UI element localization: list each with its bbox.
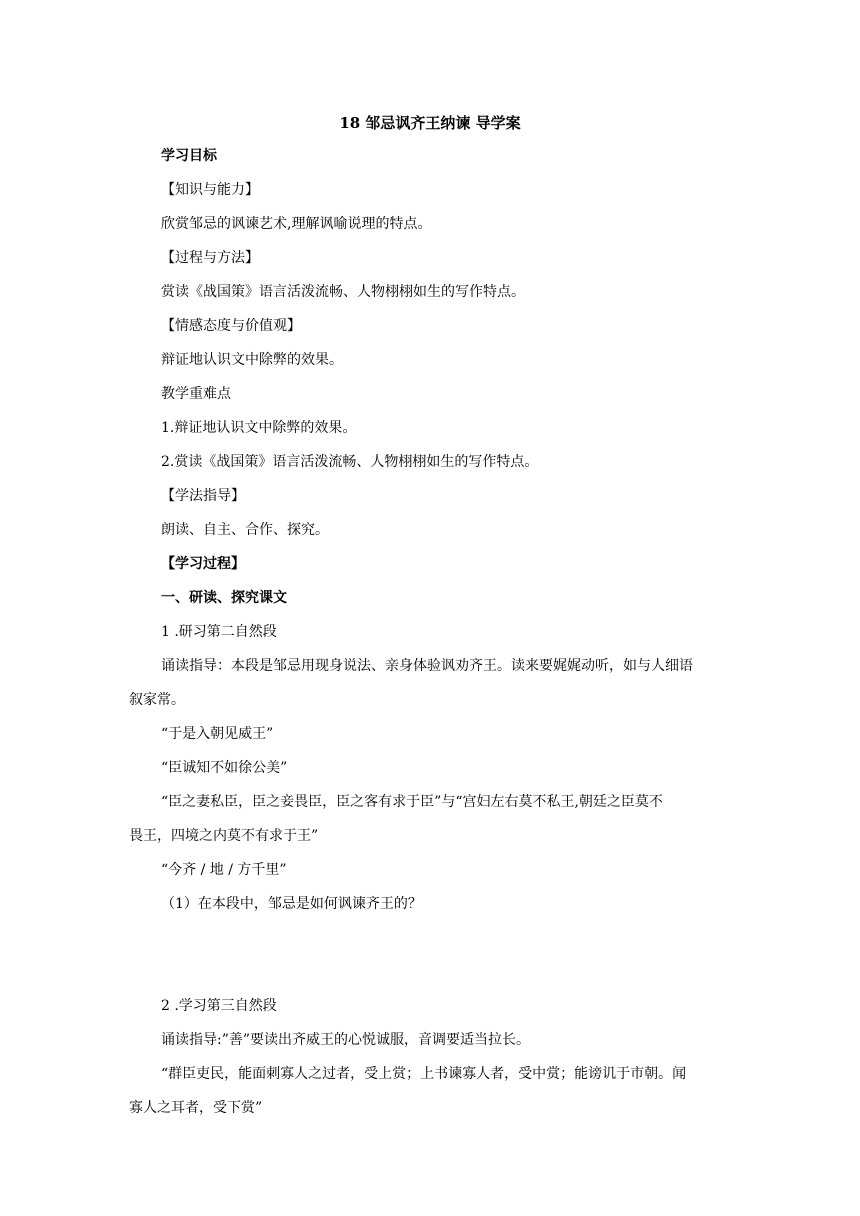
- section-heading: 【学习过程】: [161, 556, 245, 572]
- subheading: 【知识与能力】: [161, 182, 259, 198]
- list-item: 1.辩证地认识文中除弊的效果。: [161, 420, 357, 436]
- section-heading: 教学重难点: [161, 386, 231, 402]
- paragraph: 诵读指导：本段是邹忌用现身说法、亲身体验讽劝齐王。读来要娓娓动听，如与人细语: [161, 658, 693, 674]
- quote: “臣诚知不如徐公美”: [161, 760, 288, 776]
- section-heading: 学习目标: [161, 148, 217, 164]
- subheading: 【情感态度与价值观】: [161, 318, 301, 334]
- quote-continuation: 畏王，四境之内莫不有求于王”: [129, 828, 319, 844]
- quote: “臣之妻私臣，臣之妾畏臣，臣之客有求于臣”与“宫妇左右莫不私王,朝廷之臣莫不: [161, 794, 663, 810]
- paragraph: 诵读指导:”善”要读出齐威王的心悦诚服，音调要适当拉长。: [161, 1032, 531, 1048]
- quote: “于是入朝见威王”: [161, 726, 274, 742]
- quote: “群臣吏民，能面刺寡人之过者，受上赏；上书谏寡人者，受中赏；能谤讥于市朝。闻: [161, 1066, 687, 1082]
- subheading: 【过程与方法】: [161, 250, 259, 266]
- section-heading: 一、研读、探究课文: [161, 590, 287, 606]
- subsection-heading: 1 .研习第二自然段: [161, 624, 277, 640]
- quote-continuation: 寡人之耳者，受下赏”: [129, 1100, 263, 1116]
- paragraph-continuation: 叙家常。: [129, 692, 185, 708]
- paragraph: 赏读《战国策》语言活泼流畅、人物栩栩如生的写作特点。: [161, 284, 525, 300]
- quote: “今齐 / 地 / 方千里”: [161, 862, 287, 878]
- subheading: 【学法指导】: [161, 488, 245, 504]
- subsection-heading: 2 .学习第三自然段: [161, 998, 277, 1014]
- paragraph: 欣赏邹忌的讽谏艺术,理解讽喻说理的特点。: [161, 216, 432, 232]
- paragraph: 朗读、自主、合作、探究。: [161, 522, 329, 538]
- question: （1）在本段中，邹忌是如何讽谏齐王的？: [161, 896, 422, 912]
- list-item: 2.赏读《战国策》语言活泼流畅、人物栩栩如生的写作特点。: [161, 454, 539, 470]
- paragraph: 辩证地认识文中除弊的效果。: [161, 352, 343, 368]
- document-title: 18 邹忌讽齐王纳谏 导学案: [339, 114, 521, 132]
